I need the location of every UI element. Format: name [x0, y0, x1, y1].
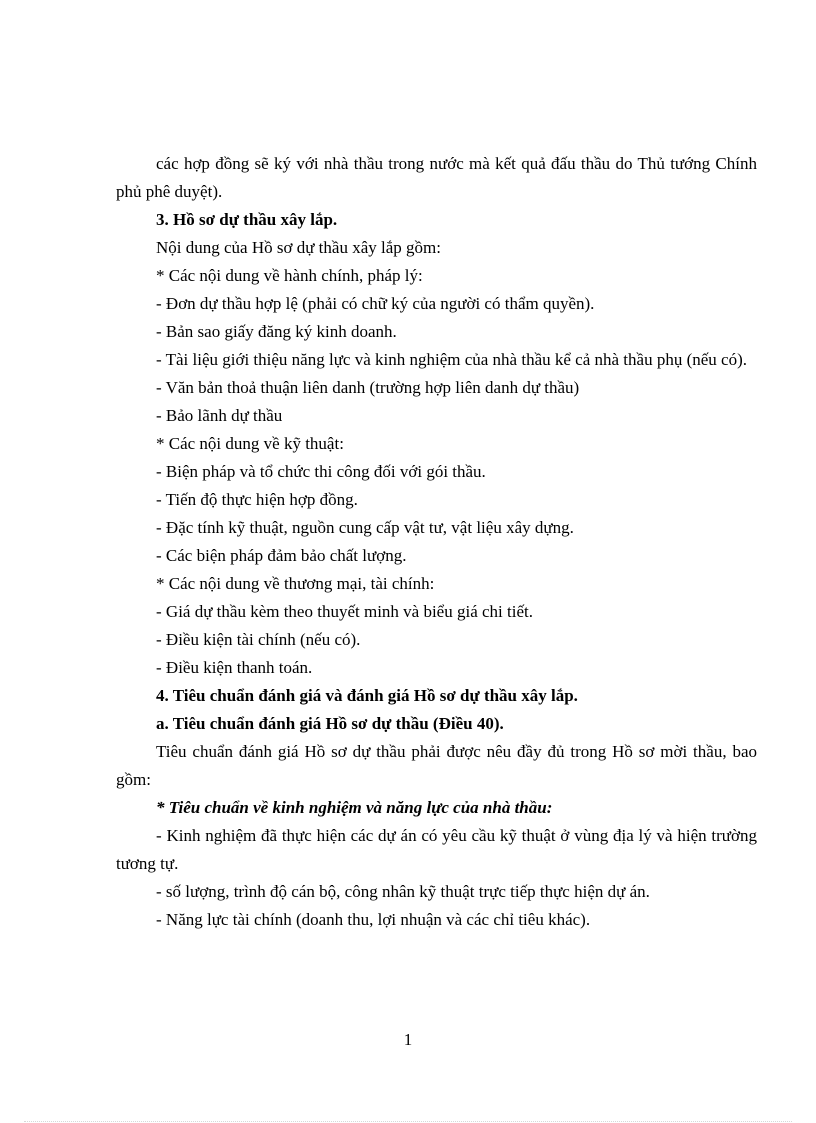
list-item: - Tài liệu giới thiệu năng lực và kinh nghiệm của nhà thầu kể cả nhà thầu phụ (nếu có). [156, 350, 747, 369]
list-item: - Bản sao giấy đăng ký kinh doanh. [156, 322, 397, 341]
subsection-heading-a: a. Tiêu chuẩn đánh giá Hồ sơ dự thầu (Điều 40). [156, 714, 504, 733]
list-item: - Giá dự thầu kèm theo thuyết minh và biểu giá chi tiết. [156, 602, 533, 621]
document-body [116, 150, 757, 934]
paragraph-continuation: các hợp đồng sẽ ký với nhà thầu trong nước mà kết quả đấu thầu do Thủ tướng Chính phủ phê duyệt). [116, 154, 757, 201]
list-item: - số lượng, trình độ cán bộ, công nhân kỹ thuật trực tiếp thực hiện dự án. [156, 882, 650, 901]
list-item: - Điều kiện tài chính (nếu có). [156, 630, 361, 649]
section-heading-4: 4. Tiêu chuẩn đánh giá và đánh giá Hồ sơ dự thầu xây lắp. [156, 686, 578, 705]
list-group-heading: * Các nội dung về hành chính, pháp lý: [156, 266, 423, 285]
paragraph: Nội dung của Hồ sơ dự thầu xây lắp gồm: [156, 238, 441, 257]
list-item: - Năng lực tài chính (doanh thu, lợi nhuận và các chỉ tiêu khác). [156, 910, 591, 929]
page-bottom-divider [24, 1121, 792, 1122]
list-group-heading: * Các nội dung về kỹ thuật: [156, 434, 344, 453]
criteria-heading: * Tiêu chuẩn về kinh nghiệm và năng lực của nhà thầu: [156, 798, 553, 817]
list-item: - Bảo lãnh dự thầu [156, 406, 283, 425]
list-item: - Đặc tính kỹ thuật, nguồn cung cấp vật tư, vật liệu xây dựng. [156, 518, 574, 537]
list-item: - Kinh nghiệm đã thực hiện các dự án có yêu cầu kỹ thuật ở vùng địa lý và hiện trường tương tự. [116, 826, 757, 873]
paragraph: Tiêu chuẩn đánh giá Hồ sơ dự thầu phải được nêu đầy đủ trong Hồ sơ mời thầu, bao gồm: [116, 742, 757, 789]
list-item: - Các biện pháp đảm bảo chất lượng. [156, 546, 407, 565]
list-item: - Văn bản thoả thuận liên danh (trường hợp liên danh dự thầu) [156, 378, 580, 397]
page-number: 1 [403, 1030, 413, 1049]
list-item: - Đơn dự thầu hợp lệ (phải có chữ ký của người có thẩm quyền). [156, 294, 595, 313]
list-group-heading: * Các nội dung về thương mại, tài chính: [156, 574, 435, 593]
section-heading-3: 3. Hồ sơ dự thầu xây lắp. [156, 210, 338, 229]
list-item: - Biện pháp và tổ chức thi công đối với gói thầu. [156, 462, 486, 481]
list-item: - Điều kiện thanh toán. [156, 658, 313, 677]
list-item: - Tiến độ thực hiện hợp đồng. [156, 490, 358, 509]
